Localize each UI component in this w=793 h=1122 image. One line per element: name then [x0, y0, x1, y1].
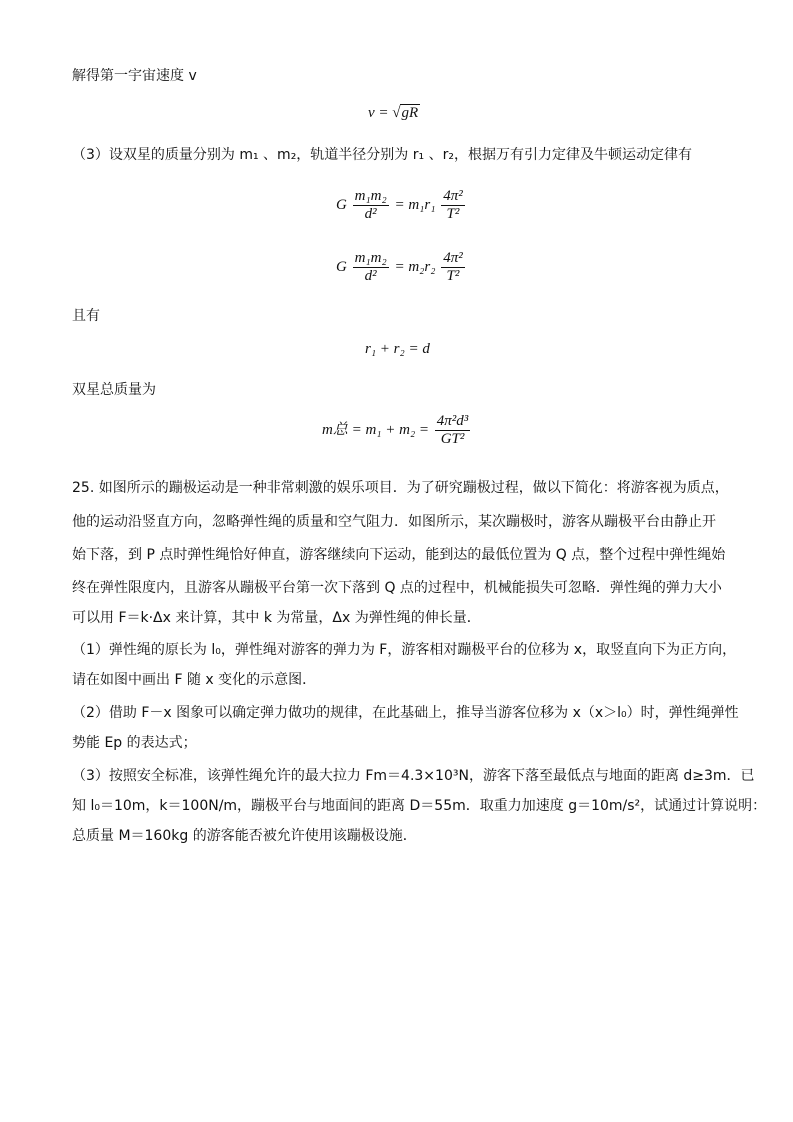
question-2-line: 势能 Ep 的表达式； — [72, 735, 197, 751]
fraction-denominator: T² — [446, 268, 460, 284]
text-line: 双星总质量为 — [72, 382, 156, 398]
fraction-numerator: 4π²d³ — [436, 413, 469, 429]
question-3-line: （3）按照安全标准，该弹性绳允许的最大拉力 Fm＝4.3×10³N，游客下落至最低点与地面的距离 d≥3m．已 — [72, 768, 755, 784]
question-1-line: （1）弹性绳的原长为 l₀，弹性绳对游客的弹力为 F，游客相对蹦极平台的位移为 x，取竖直向下为正方向， — [72, 642, 737, 658]
equation-middle: = m₁r₁ — [394, 196, 436, 213]
gravity-constant: G — [336, 196, 347, 213]
fraction — [353, 250, 389, 285]
equation-lhs: m总 = m₁ + m₂ = — [322, 421, 430, 438]
text-line: （3）设双星的质量分别为 m₁ 、m₂，轨道半径分别为 r₁ 、r₂，根据万有引力定律及牛顿运动定律有 — [72, 147, 692, 163]
equation-total-mass — [322, 413, 472, 448]
equation-first-cosmic-velocity: v = √gR — [368, 105, 419, 121]
fraction-numerator: 4π² — [443, 188, 463, 204]
fraction-numerator: m₁m₂ — [354, 250, 387, 266]
text-line: 且有 — [72, 308, 100, 324]
equation-star2 — [336, 250, 467, 285]
fraction — [353, 188, 389, 223]
equation-radius-sum: r₁ + r₂ = d — [365, 341, 430, 357]
question-3-line: 总质量 M＝160kg 的游客能否被允许使用该蹦极设施． — [72, 828, 417, 844]
question-3-line: 知 l₀＝10m，k＝100N/m，蹦极平台与地面间的距离 D＝55m．取重力加速度 g＝10m/s²，试通过计算说明： — [72, 798, 767, 814]
fraction-denominator: T² — [446, 206, 460, 222]
text-line: 解得第一宇宙速度 v — [72, 68, 197, 84]
question-1-line: 请在如图中画出 F 随 x 变化的示意图． — [72, 672, 317, 688]
problem-25-line: 他的运动沿竖直方向，忽略弹性绳的质量和空气阻力．如图所示，某次蹦极时，游客从蹦极平台由静止开 — [72, 514, 716, 530]
problem-25-line: 可以用 F＝k·Δx 来计算，其中 k 为常量，Δx 为弹性绳的伸长量． — [72, 610, 481, 626]
equation-middle: = m₂r₂ — [394, 258, 436, 275]
fraction-denominator: d² — [364, 206, 377, 222]
problem-25-line: 终在弹性限度内，且游客从蹦极平台第一次下落到 Q 点的过程中，机械能损失可忽略．弹性绳的弹力大小 — [72, 580, 722, 596]
fraction — [441, 188, 465, 223]
fraction-numerator: 4π² — [443, 250, 463, 266]
fraction — [435, 413, 471, 448]
fraction — [441, 250, 465, 285]
problem-25-line: 25. 如图所示的蹦极运动是一种非常刺激的娱乐项目．为了研究蹦极过程，做以下简化：将游客视为质点， — [72, 480, 729, 496]
question-2-line: （2）借助 F－x 图象可以确定弹力做功的规律，在此基础上，推导当游客位移为 x（x＞l₀）时，弹性绳弹性 — [72, 705, 739, 721]
fraction-numerator: m₁m₂ — [354, 188, 387, 204]
fraction-denominator: d² — [364, 268, 377, 284]
fraction-denominator: GT² — [440, 431, 465, 447]
problem-25-line: 始下落，到 P 点时弹性绳恰好伸直，游客继续向下运动，能到达的最低位置为 Q 点，整个过程中弹性绳始 — [72, 547, 726, 563]
equation-lhs: v = — [368, 105, 389, 121]
gravity-constant: G — [336, 258, 347, 275]
equation-star1 — [336, 188, 467, 223]
radicand: gR — [401, 105, 419, 121]
